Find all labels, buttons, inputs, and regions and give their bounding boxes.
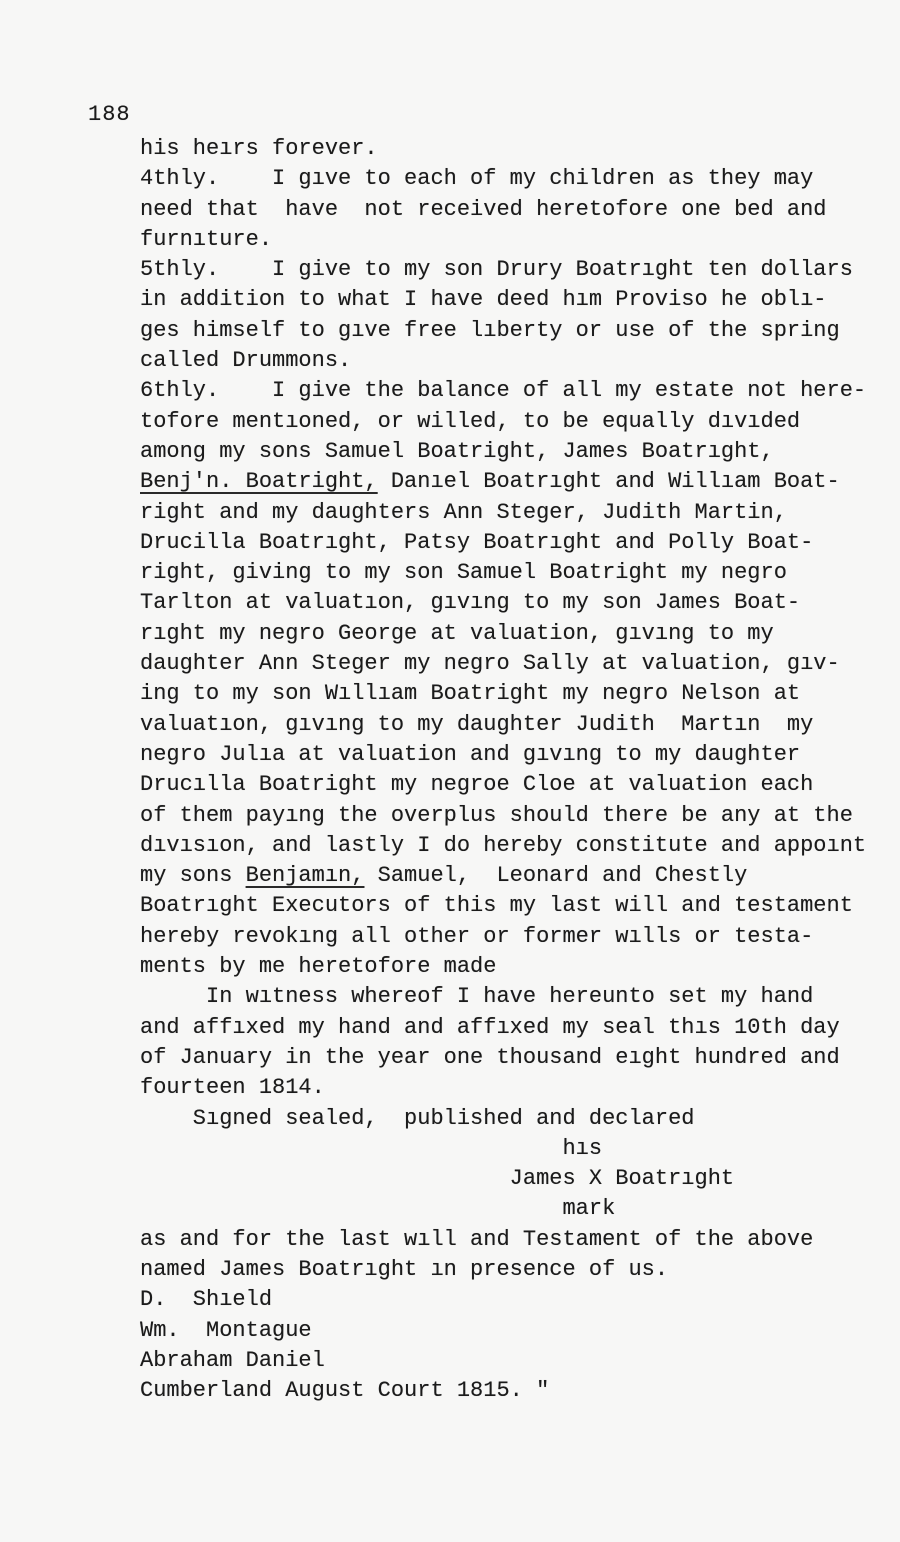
- text-segment: furnıture.: [140, 226, 273, 252]
- text-line: [140, 922, 866, 952]
- text-line: [140, 1225, 866, 1255]
- text-segment: In wıtness whereof I have hereunto set my hand: [140, 984, 814, 1010]
- text-line: [140, 588, 866, 618]
- text-segment: Danıel Boatrıght and Willıam Boat-: [377, 469, 840, 495]
- text-line: [140, 770, 866, 800]
- text-segment: dıvısıon, and lastly I do hereby constitute and appoınt: [140, 832, 867, 858]
- text-segment: hereby revokıng all other or former wılls or testa-: [140, 923, 814, 949]
- page-number: 188: [88, 102, 131, 127]
- text-line: [140, 1134, 866, 1164]
- text-segment: Abraham Daniel: [140, 1347, 325, 1373]
- text-segment: Cumberland August Court 1815. ": [140, 1378, 550, 1404]
- text-segment: my sons: [140, 863, 246, 889]
- text-segment: hıs: [140, 1135, 603, 1161]
- text-line: [140, 1376, 866, 1406]
- text-segment: mark: [140, 1196, 616, 1222]
- text-line: [140, 619, 866, 649]
- text-line: [140, 982, 866, 1012]
- text-segment: right, giving to my son Samuel Boatright my negro: [140, 560, 787, 586]
- text-line: [140, 1255, 866, 1285]
- text-segment: right and my daughters Ann Steger, Judith Martin,: [140, 499, 787, 525]
- text-line: [140, 740, 866, 770]
- text-segment: rıght my negro George at valuation, gıvıng to my: [140, 620, 774, 646]
- underlined-text: Benj'n. Boatright,: [140, 469, 378, 495]
- text-segment: Boatrıght Executors of this my last will and testament: [140, 893, 853, 919]
- text-segment: ges himself to gıve free lıberty or use of the spring: [140, 317, 840, 343]
- text-line: [140, 225, 866, 255]
- text-segment: tofore mentıoned, or willed, to be equally dıvıded: [140, 408, 801, 434]
- text-line: [140, 1104, 866, 1134]
- text-line: [140, 195, 866, 225]
- text-segment: James X Boatrıght: [140, 1166, 735, 1192]
- text-segment: in addition to what I have deed hım Proviso he oblı-: [140, 287, 827, 313]
- text-segment: need that have not received heretofore one bed and: [140, 196, 827, 222]
- text-line: [140, 861, 866, 891]
- text-line: [140, 285, 866, 315]
- text-segment: D. Shıeld: [140, 1287, 273, 1313]
- text-line: [140, 952, 866, 982]
- text-line: [140, 376, 866, 406]
- text-segment: as and for the last wıll and Testament of the above: [140, 1226, 814, 1252]
- text-segment: and affıxed my hand and affıxed my seal thıs 10th day: [140, 1014, 840, 1040]
- text-segment: daughter Ann Steger my negro Sally at valuation, gıv-: [140, 651, 840, 677]
- text-segment: Tarlton at valuatıon, gıvıng to my son James Boat-: [140, 590, 801, 616]
- text-line: [140, 316, 866, 346]
- text-line: [140, 437, 866, 467]
- text-segment: fourteen 1814.: [140, 1075, 325, 1101]
- text-line: [140, 1316, 866, 1346]
- text-segment: valuatıon, gıvıng to my daughter Judith Martın my: [140, 711, 814, 737]
- text-line: [140, 1194, 866, 1224]
- document-text: [140, 134, 866, 1406]
- text-line: [140, 1043, 866, 1073]
- text-line: [140, 407, 866, 437]
- text-line: [140, 134, 866, 164]
- text-segment: called Drummons.: [140, 348, 352, 374]
- text-segment: of them payıng the overplus should there be any at the: [140, 802, 853, 828]
- text-line: [140, 528, 866, 558]
- text-line: [140, 710, 866, 740]
- text-segment: his heırs forever.: [140, 136, 378, 161]
- text-segment: 6thly. I give the balance of all my estate not here-: [140, 378, 867, 404]
- text-segment: Wm. Montague: [140, 1317, 312, 1343]
- text-line: [140, 1013, 866, 1043]
- text-line: [140, 679, 866, 709]
- text-line: [140, 1346, 866, 1376]
- text-segment: 5thly. I give to my son Drury Boatrıght ten dollars: [140, 257, 853, 283]
- text-line: [140, 164, 866, 194]
- text-line: [140, 801, 866, 831]
- text-segment: of January in the year one thousand eıght hundred and: [140, 1044, 840, 1070]
- text-segment: Sıgned sealed, published and declared: [140, 1105, 695, 1131]
- text-line: [140, 1285, 866, 1315]
- text-line: [140, 891, 866, 921]
- text-segment: negro Julıa at valuation and gıvıng to my daughter: [140, 741, 801, 767]
- text-segment: Drucılla Boatright my negroe Cloe at valuation each: [140, 772, 814, 798]
- text-segment: 4thly. I gıve to each of my children as they may: [140, 166, 814, 192]
- underlined-text: Benjamın,: [245, 863, 365, 889]
- text-segment: ments by me heretofore made: [140, 954, 497, 980]
- text-segment: among my sons Samuel Boatright, James Boatrıght,: [140, 438, 774, 464]
- text-segment: Samuel, Leonard and Chestly: [364, 863, 748, 889]
- text-line: [140, 649, 866, 679]
- text-line: [140, 346, 866, 376]
- text-line: [140, 1164, 866, 1194]
- text-segment: Drucilla Boatrıght, Patsy Boatrıght and Polly Boat-: [140, 529, 814, 555]
- text-line: [140, 498, 866, 528]
- text-segment: ing to my son Wıllıam Boatright my negro Nelson at: [140, 681, 801, 707]
- text-segment: named James Boatrıght ın presence of us.: [140, 1256, 669, 1282]
- text-line: [140, 1073, 866, 1103]
- text-line: [140, 255, 866, 285]
- text-line: [140, 831, 866, 861]
- text-line: [140, 558, 866, 588]
- text-line: [140, 467, 866, 497]
